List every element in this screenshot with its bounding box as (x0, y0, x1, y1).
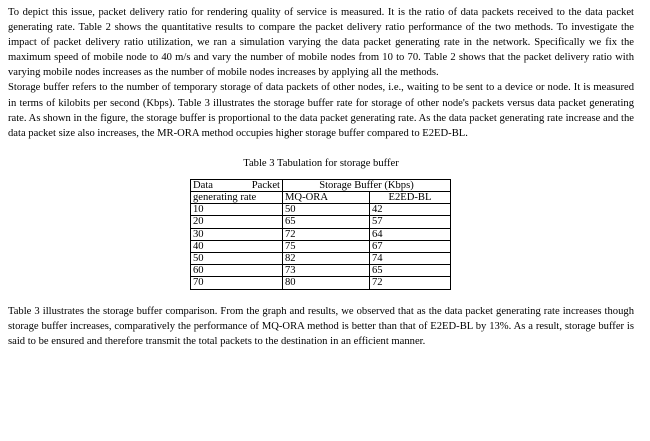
table-row (191, 240, 451, 252)
table-row (191, 265, 451, 277)
cell-mq-ora: 50 (283, 204, 370, 216)
paragraph-storage-buffer: Storage buffer refers to the number of temporary storage of data packets of other nodes, i.e., waiting to be sent to a device or node. It is measured in terms of kilobits per second (Kbps). Table 3 illustrates the storage buffer rate for storage of other node's packets versus data packet generating rate. As shown in the figure, the storage buffer is proportional to the data packet generating rate. As the data packet generating rate increase and the data packet size also increases, the MR-ORA method occupies higher storage buffer compared to E2ED-BL. (8, 82, 634, 139)
cell-rate: 50 (191, 253, 283, 265)
storage-buffer-table (190, 179, 451, 290)
cell-e2ed-bl: 65 (370, 265, 451, 277)
table-header-row (191, 179, 451, 191)
cell-e2ed-bl: 64 (370, 228, 451, 240)
table-row (191, 204, 451, 216)
document-page (8, 5, 634, 349)
cell-rate: 40 (191, 240, 283, 252)
table-caption: Table 3 Tabulation for storage buffer (243, 157, 399, 169)
cell-mq-ora: 72 (283, 228, 370, 240)
cell-rate: 70 (191, 277, 283, 289)
table-row (191, 228, 451, 240)
cell-mq-ora: 73 (283, 265, 370, 277)
cell-e2ed-bl: 42 (370, 204, 451, 216)
cell-e2ed-bl: 67 (370, 240, 451, 252)
header-storage-buffer: Storage Buffer (Kbps) (283, 179, 451, 191)
table-row (191, 253, 451, 265)
cell-mq-ora: 75 (283, 240, 370, 252)
paragraph-packet-delivery: To depict this issue, packet delivery ratio for rendering quality of service is measured. It is the ratio of data packets received to the data packet generating rate. Table 2 shows the quantitative results to compare the packet delivery ratio performance of the two methods. To investigate the impact of packet delivery ratio utilization, we ran a simulation varying the data packet generating rate in the network. Specifically we fix the maximum speed of mobile node to 40 m/s and vary the number of mobile nodes from 10 to 70. Table 2 shows that the packet delivery ratio with varying mobile nodes increases as the number of mobile nodes increases by applying all the methods. (8, 7, 634, 79)
header-mq-ora: MQ-ORA (283, 192, 370, 204)
cell-rate: 60 (191, 265, 283, 277)
header-data-packet: Data Packet (191, 179, 283, 191)
cell-e2ed-bl: 74 (370, 253, 451, 265)
table-subheader-row (191, 192, 451, 204)
cell-mq-ora: 65 (283, 216, 370, 228)
cell-e2ed-bl: 72 (370, 277, 451, 289)
cell-mq-ora: 80 (283, 277, 370, 289)
header-generating-rate: generating rate (191, 192, 283, 204)
header-e2ed-bl: E2ED-BL (370, 192, 451, 204)
cell-mq-ora: 82 (283, 253, 370, 265)
table-row (191, 216, 451, 228)
cell-rate: 20 (191, 216, 283, 228)
cell-e2ed-bl: 57 (370, 216, 451, 228)
cell-rate: 30 (191, 228, 283, 240)
table-row (191, 277, 451, 289)
paragraph-comparison: Table 3 illustrates the storage buffer comparison. From the graph and results, we observed that as the data packet generating rate increases though storage buffer increases, comparatively the performance of MQ-ORA method is better than that of E2ED-BL by 13%. As a result, storage buffer is said to be ensured and therefore transmit the total packets to the destination in an efficient manner. (8, 305, 634, 347)
cell-rate: 10 (191, 204, 283, 216)
